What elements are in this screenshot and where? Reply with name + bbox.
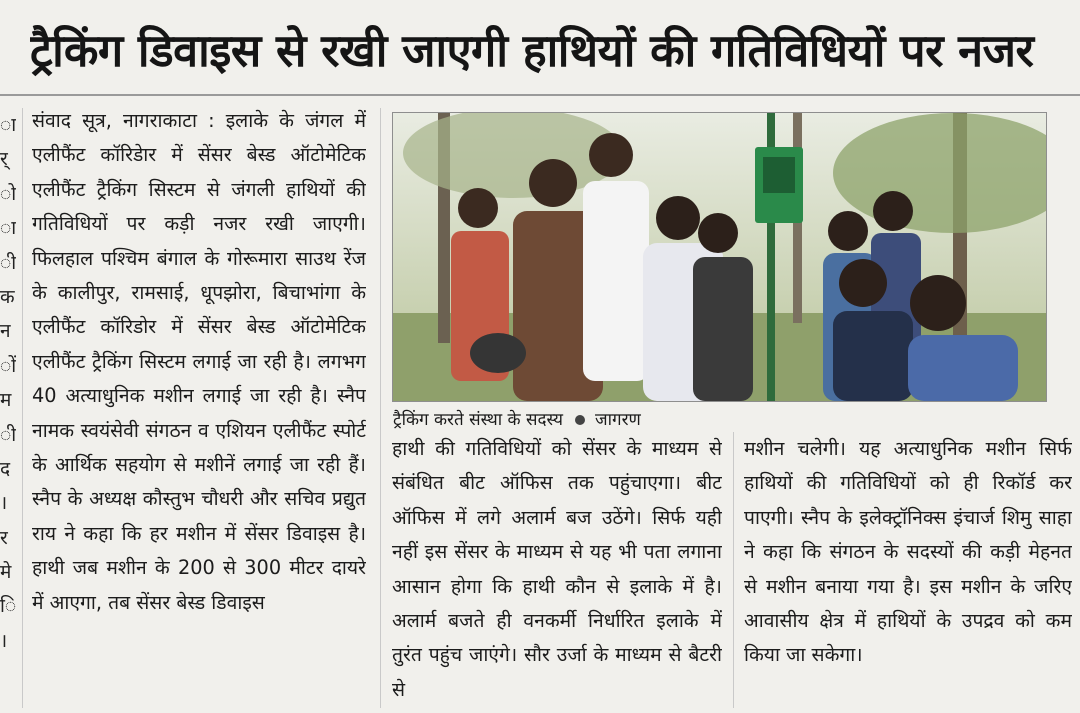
article-column-3	[744, 432, 1072, 708]
edge-fragment: ि	[0, 595, 16, 618]
edge-fragment: ।	[0, 629, 8, 652]
article-column-1	[32, 104, 366, 709]
column-divider	[380, 108, 381, 708]
edge-fragment: ी	[0, 251, 16, 274]
column-divider	[22, 108, 23, 708]
article-photo	[392, 112, 1047, 402]
column-divider	[733, 432, 734, 708]
caption-text: ट्रैकिंग करते संस्था के सदस्य	[393, 410, 563, 430]
edge-fragment: ।	[0, 492, 8, 515]
group-photo-illustration	[393, 113, 1046, 401]
headline: ट्रैकिंग डिवाइस से रखी जाएगी हाथियों की गतिविधियों पर नजर	[30, 24, 1034, 77]
edge-fragment: ी	[0, 423, 16, 446]
edge-fragment: मे	[0, 561, 12, 584]
article-text: मशीन चलेगी। यह अत्याधुनिक मशीन सिर्फ हाथियों की गतिविधियों को ही रिकॉर्ड कर पाएगी। स्नैप के इलेक्ट्रॉनिक्स इंचार्ज शिमु साहा ने कहा कि संगठन के सदस्यों की कड़ी मेहनत से मशीन बनाया गया है। इस मशीन के जरिए आवासीय क्षेत्र में हाथियों के उपद्रव को कम किया जा सकेगा।	[744, 437, 1072, 667]
photo-credit: जागरण	[595, 410, 641, 430]
edge-fragment: द	[0, 457, 11, 480]
edge-fragment: न	[0, 320, 11, 343]
edge-fragment: ों	[0, 354, 16, 377]
adjacent-article-fragment	[0, 108, 16, 708]
edge-fragment: ा	[0, 114, 16, 136]
headline-rule	[0, 94, 1080, 96]
edge-fragment: क	[0, 285, 15, 308]
edge-fragment: र	[0, 526, 8, 549]
edge-fragment: ा	[0, 217, 16, 240]
edge-fragment: र्	[0, 148, 8, 171]
edge-fragment: म	[0, 389, 12, 412]
caption-bullet	[575, 415, 585, 425]
article-text: संवाद सूत्र, नागराकाटा : इलाके के जंगल में एलीफैंट कॉरिडेार में सेंसर बेस्ड ऑटोमेटिक एलीफैंट ट्रैकिंग सिस्टम से जंगली हाथियों की गतिविधियों पर कड़ी नजर रखी जाएगी। फिलहाल पश्चिम बंगाल के गोरूमारा साउथ रेंज के कालीपुर, रामसाई, धूपझोरा, बिचाभांगा के एलीफैंट कॉरिडोर में सेंसर बेस्ड ऑटोमेटिक एलीफैंट ट्रैकिंग सिस्टम लगाई जा रही है। लगभग 40 अत्याधुनिक मशीन लगाई जा रही है। स्नैप नामक स्वयंसेवी संगठन व एशियन एलीफैंट स्पोर्ट के आर्थिक सहयोग से मशीनें लगाई जा रही हैं। स्नैप के अध्यक्ष कौस्तुभ चौधरी और सचिव प्रद्युत राय ने कहा कि हर मशीन में सेंसर डिवाइस है। हाथी जब मशीन के 200 से 300 मीटर दायरे में आएगा, तब सेंसर बेस्ड डिवाइस	[32, 109, 366, 614]
edge-fragment: ो	[0, 182, 16, 205]
article-text: हाथी की गतिविधियों को सेंसर के माध्यम से संबंधित बीट ऑफिस तक पहुंचाएगा। बीट ऑफिस में लगे अलार्म बज उठेंगे। सिर्फ यही नहीं इस सेंसर के माध्यम से यह भी पता लगाना आसान होगा कि हाथी कौन से इलाके में है। अलार्म बजते ही वनकर्मी निर्धारित इलाके में तुरंत पहुंच जाएंगे। सौर उर्जा के माध्यम से बैटरी से	[392, 437, 722, 701]
article-column-2	[392, 432, 722, 708]
